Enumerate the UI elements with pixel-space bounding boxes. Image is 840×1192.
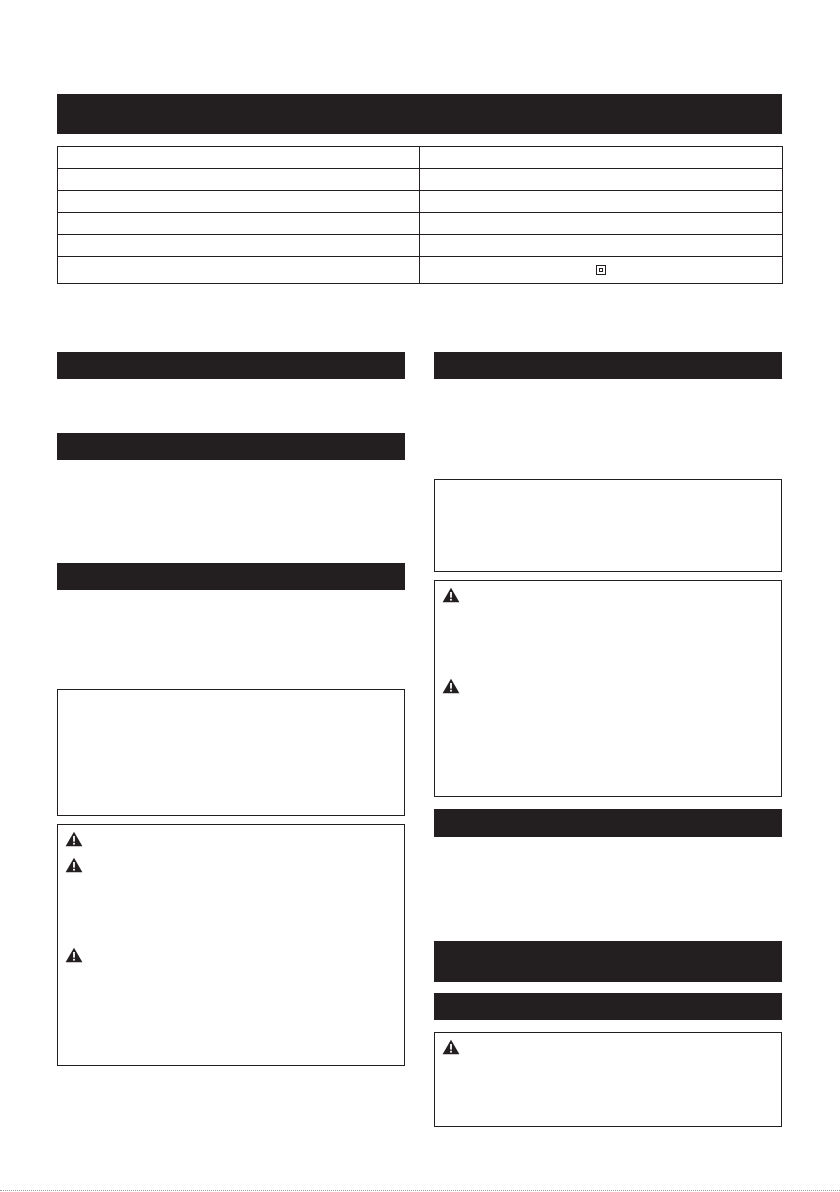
table-cell bbox=[58, 169, 420, 191]
right-section-bar-3 bbox=[434, 993, 782, 1020]
right-section-bar-2 bbox=[434, 809, 782, 837]
left-section-bar-1 bbox=[57, 352, 405, 379]
warning-triangle-icon bbox=[65, 857, 83, 873]
specifications-table bbox=[57, 146, 783, 284]
table-row bbox=[58, 213, 783, 235]
table-cell bbox=[420, 213, 783, 235]
table-cell bbox=[58, 147, 420, 169]
specifications-title-bar bbox=[57, 94, 782, 134]
table-row bbox=[58, 191, 783, 213]
table-cell bbox=[420, 257, 783, 284]
right-section-bar-1 bbox=[434, 352, 782, 379]
table-cell bbox=[420, 191, 783, 213]
warning-triangle-icon bbox=[442, 1039, 460, 1055]
page-bottom-rule bbox=[0, 1190, 840, 1191]
right-bottom-warning-box bbox=[434, 1032, 782, 1127]
warning-triangle-icon bbox=[442, 678, 460, 694]
double-insulation-symbol-icon bbox=[596, 265, 606, 275]
left-section-bar-2 bbox=[57, 433, 405, 460]
warning-triangle-icon bbox=[65, 947, 83, 963]
warning-triangle-icon bbox=[65, 831, 83, 847]
warning-triangle-icon bbox=[442, 587, 460, 603]
table-cell bbox=[58, 257, 420, 284]
table-row bbox=[58, 257, 783, 284]
table-cell bbox=[58, 235, 420, 257]
table-cell bbox=[58, 191, 420, 213]
table-cell bbox=[420, 169, 783, 191]
right-note-box bbox=[434, 479, 782, 572]
table-row bbox=[58, 169, 783, 191]
left-section-bar-3 bbox=[57, 563, 405, 590]
right-title-bar bbox=[434, 941, 782, 982]
right-warning-box bbox=[434, 580, 782, 797]
table-cell bbox=[420, 147, 783, 169]
table-row bbox=[58, 147, 783, 169]
table-cell bbox=[420, 235, 783, 257]
left-warning-box bbox=[57, 824, 405, 1066]
table-cell bbox=[58, 213, 420, 235]
table-row bbox=[58, 235, 783, 257]
left-note-box bbox=[57, 689, 405, 816]
